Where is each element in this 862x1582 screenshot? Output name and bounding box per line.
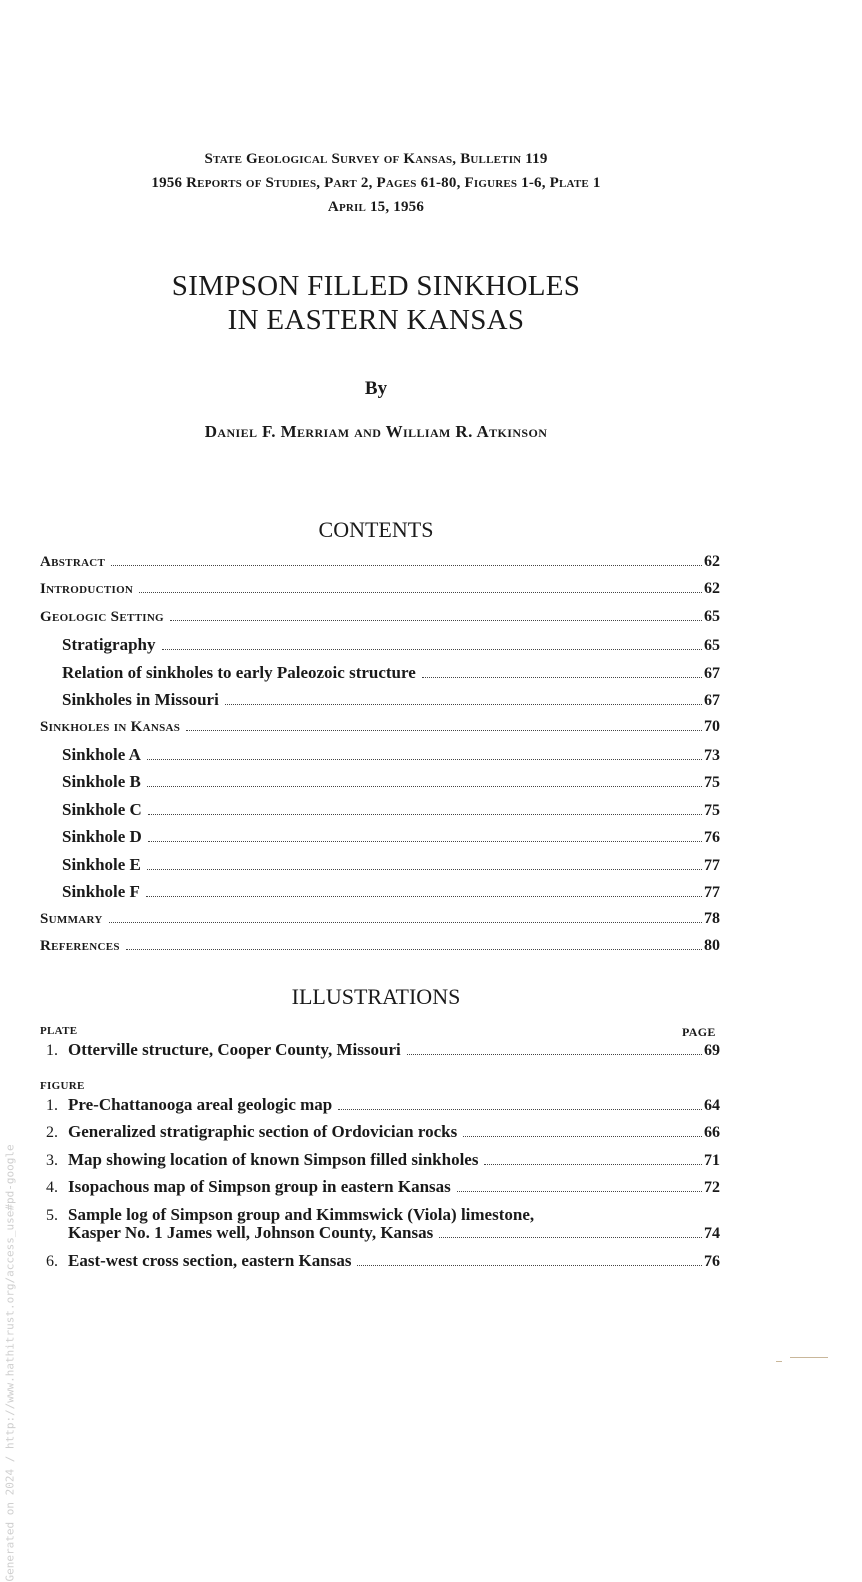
- toc-entry[interactable]: [40, 608, 720, 632]
- toc-label: Introduction: [40, 581, 134, 597]
- leader-dots: [186, 730, 702, 731]
- bulletin-line: State Geological Survey of Kansas, Bulletin 119: [204, 151, 548, 167]
- toc-entry[interactable]: [40, 772, 720, 796]
- leader-dots: [484, 1164, 702, 1165]
- by-line: By: [364, 378, 388, 399]
- toc-label: Sinkhole F: [62, 882, 140, 901]
- leader-dots: [147, 869, 702, 870]
- leader-dots: [357, 1265, 702, 1266]
- figure-entry[interactable]: [46, 1251, 720, 1273]
- figure-entry[interactable]: [46, 1177, 720, 1199]
- leader-dots: [225, 704, 702, 705]
- title-line-1: SIMPSON FILLED SINKHOLES: [171, 270, 581, 302]
- toc-label: Sinkhole B: [62, 772, 141, 791]
- plate-label: PLATE: [40, 1025, 78, 1037]
- toc-label: Sinkhole D: [62, 827, 142, 846]
- page-column-label: PAGE: [682, 1025, 716, 1039]
- toc-label: Stratigraphy: [62, 635, 156, 654]
- leader-dots: [457, 1191, 702, 1192]
- toc-page: 80: [704, 937, 720, 954]
- toc-page: 62: [704, 580, 720, 597]
- scan-speck: [776, 1361, 782, 1362]
- toc-page: 75: [704, 802, 720, 819]
- date-line: April 15, 1956: [327, 199, 425, 215]
- toc-entry[interactable]: [40, 580, 720, 604]
- leader-dots: [439, 1237, 702, 1238]
- toc-entry[interactable]: [40, 800, 720, 824]
- toc-label: Sinkhole A: [62, 745, 141, 764]
- toc-page: 65: [704, 637, 720, 654]
- toc-label: Geologic Setting: [40, 609, 164, 625]
- leader-dots: [338, 1109, 702, 1110]
- toc-entry[interactable]: [40, 690, 720, 714]
- item-caption: Pre-Chattanooga areal geologic map: [68, 1095, 333, 1114]
- item-page: 69: [704, 1042, 720, 1059]
- plate-entry[interactable]: [46, 1040, 720, 1062]
- toc-page: 67: [704, 692, 720, 709]
- leader-dots: [170, 620, 702, 621]
- leader-dots: [422, 677, 702, 678]
- leader-dots: [147, 786, 702, 787]
- figure-entry-continued[interactable]: [46, 1223, 720, 1245]
- figure-entry[interactable]: [46, 1150, 720, 1172]
- figure-entry[interactable]: [46, 1095, 720, 1117]
- item-number: 5.: [46, 1207, 58, 1224]
- toc-page: 77: [704, 857, 720, 874]
- authors: Daniel F. Merriam and William R. Atkinson: [204, 422, 548, 441]
- illustrations-heading: ILLUSTRATIONS: [291, 984, 461, 1009]
- item-caption: Isopachous map of Simpson group in eastern Kansas: [68, 1177, 451, 1196]
- item-caption: Otterville structure, Cooper County, Missouri: [68, 1040, 401, 1059]
- title-line-2: IN EASTERN KANSAS: [227, 304, 525, 336]
- leader-dots: [162, 649, 703, 650]
- toc-entry[interactable]: [40, 745, 720, 769]
- item-number: 6.: [46, 1253, 58, 1270]
- toc-label: Sinkhole E: [62, 855, 141, 874]
- item-page: 66: [704, 1124, 720, 1141]
- toc-label: Summary: [40, 911, 103, 927]
- leader-dots: [126, 949, 702, 950]
- leader-dots: [148, 814, 702, 815]
- toc-entry[interactable]: [40, 663, 720, 687]
- leader-dots: [139, 592, 702, 593]
- side-watermark: Generated on 2024 / http://www.hathitrust.org/access_use#pd-google: [3, 1144, 17, 1582]
- item-number: 1.: [46, 1097, 58, 1114]
- toc-page: 78: [704, 910, 720, 927]
- item-caption: Map showing location of known Simpson filled sinkholes: [68, 1150, 479, 1169]
- toc-label: Relation of sinkholes to early Paleozoic structure: [62, 663, 416, 682]
- item-number: 4.: [46, 1179, 58, 1196]
- figure-entry[interactable]: [46, 1122, 720, 1144]
- item-number: 2.: [46, 1124, 58, 1141]
- item-number: 1.: [46, 1042, 58, 1059]
- reports-line: 1956 Reports of Studies, Part 2, Pages 61-80, Figures 1-6, Plate 1: [151, 175, 601, 191]
- toc-entry[interactable]: [40, 827, 720, 851]
- toc-label: Sinkholes in Missouri: [62, 690, 219, 709]
- toc-page: 76: [704, 829, 720, 846]
- toc-entry[interactable]: [40, 910, 720, 934]
- item-page: 74: [704, 1225, 720, 1242]
- leader-dots: [148, 841, 702, 842]
- toc-entry[interactable]: [40, 937, 720, 961]
- toc-entry[interactable]: [40, 635, 720, 659]
- leader-dots: [147, 759, 702, 760]
- leader-dots: [111, 565, 702, 566]
- item-page: 72: [704, 1179, 720, 1196]
- toc-label: Sinkhole C: [62, 800, 142, 819]
- item-page: 76: [704, 1253, 720, 1270]
- toc-page: 67: [704, 665, 720, 682]
- toc-page: 65: [704, 608, 720, 625]
- scan-speck: [790, 1357, 828, 1358]
- leader-dots: [109, 922, 702, 923]
- item-caption-continued: Kasper No. 1 James well, Johnson County, Kansas: [68, 1223, 434, 1242]
- item-caption: Generalized stratigraphic section of Ordovician rocks: [68, 1122, 458, 1141]
- item-caption: Sample log of Simpson group and Kimmswick (Viola) limestone,: [68, 1205, 535, 1224]
- item-page: 71: [704, 1152, 720, 1169]
- toc-entry[interactable]: [40, 553, 720, 577]
- figure-label: FIGURE: [40, 1080, 85, 1092]
- contents-heading: CONTENTS: [318, 517, 434, 542]
- item-page: 64: [704, 1097, 720, 1114]
- toc-entry[interactable]: [40, 718, 720, 742]
- toc-label: References: [40, 938, 120, 954]
- toc-entry[interactable]: [40, 882, 720, 906]
- leader-dots: [146, 896, 702, 897]
- item-number: 3.: [46, 1152, 58, 1169]
- toc-entry[interactable]: [40, 855, 720, 879]
- toc-page: 62: [704, 553, 720, 570]
- leader-dots: [463, 1136, 702, 1137]
- toc-page: 70: [704, 718, 720, 735]
- toc-page: 77: [704, 884, 720, 901]
- toc-label: Sinkholes in Kansas: [40, 719, 181, 735]
- toc-page: 73: [704, 747, 720, 764]
- item-caption: East-west cross section, eastern Kansas: [68, 1251, 352, 1270]
- toc-label: Abstract: [40, 554, 106, 570]
- leader-dots: [407, 1054, 702, 1055]
- toc-page: 75: [704, 774, 720, 791]
